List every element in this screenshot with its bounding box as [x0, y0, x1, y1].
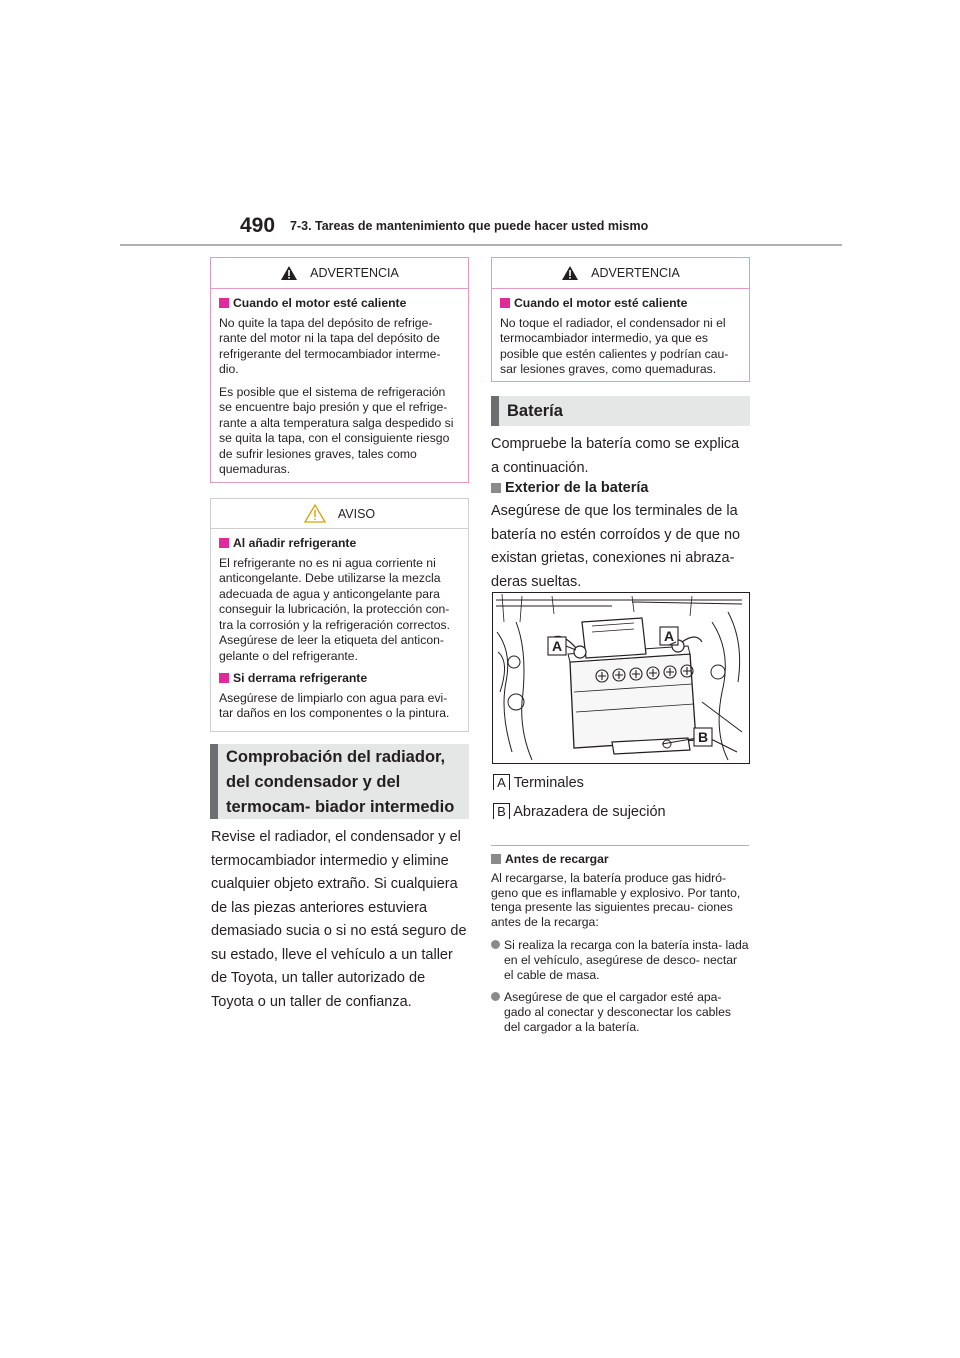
legend-item-a: A Terminales: [493, 772, 584, 796]
battery-body-text: Asegúrese de que los terminales de la batería no estén corroídos y de que no existan grietas, conexiones ni abraza- deras sueltas.: [491, 503, 741, 590]
battery-intro: Compruebe la batería como se explica a continuación.: [491, 436, 740, 476]
pink-square-icon: [500, 298, 510, 308]
warning-paragraph: Es posible que el sistema de refrigeración se encuentre bajo presión y que el refrige- rante a alta temperatura salga despedido si se quita la tapa, con el consiguiente riesgo de sufrir lesiones graves, tales como quemaduras.: [219, 384, 454, 476]
notice-box: [210, 498, 469, 732]
section-header-battery: Batería: [491, 396, 750, 426]
warning-triangle-icon: [561, 265, 579, 281]
figure-label-b: B: [697, 729, 709, 745]
bullet-dot-icon: [491, 992, 500, 1001]
warning-title: ADVERTENCIA: [591, 266, 680, 280]
header-divider: [120, 244, 842, 246]
pink-square-icon: [219, 538, 229, 548]
bullet-item: Si realiza la recarga con la batería insta- lada en el vehículo, asegúrese de desco- nectar el cable de masa.: [491, 938, 749, 982]
warning-subheading: Cuando el motor esté caliente: [219, 296, 458, 312]
warning-header: [211, 258, 468, 289]
page-number: 490: [240, 214, 276, 237]
pink-square-icon: [219, 673, 229, 683]
radiator-body-text: Revise el radiador, el condensador y el termocambiador intermedio y elimine cualquier objeto extraño. Si cualquiera de las piezas anteriores estuviera demasiado sucia o si no está seguro de su estado, lleve el vehículo a un taller de Toyota, un taller autorizado de Toyota o un taller de confianza.: [211, 829, 467, 1010]
warning-box-left: [210, 257, 469, 483]
figure-label-a: A: [551, 638, 563, 654]
warning-paragraph: No toque el radiador, el condensador ni el termocambiador intermedio, ya que es posible que estén calientes y podrían cau- sar lesiones graves, como quemaduras.: [500, 315, 729, 376]
grey-square-icon: [491, 483, 501, 493]
note-divider: [491, 845, 749, 846]
grey-square-icon: [491, 854, 501, 864]
legend-key-a: A: [493, 774, 510, 790]
legend-item-b: B Abrazadera de sujeción: [493, 801, 666, 825]
figure-label-a2: A: [663, 628, 675, 644]
legend-key-b: B: [493, 803, 510, 819]
notice-header: [211, 499, 468, 529]
recharge-note: [491, 850, 749, 1035]
warning-box-right: [491, 257, 750, 382]
notice-title: AVISO: [337, 506, 376, 521]
section-header-radiator: Comprobación del radiador, del condensador y del termocam- biador intermedio: [210, 744, 469, 819]
recharge-subheading: Antes de recargar: [491, 852, 749, 867]
warning-paragraph: No quite la tapa del depósito de refrige- rante del motor ni la tapa del depósito de refrigerante del termocambiador interme- dio.: [219, 315, 441, 376]
warning-header: [492, 258, 749, 289]
notice-subheading: Si derrama refrigerante: [219, 671, 458, 687]
battery-subheading: Exterior de la batería: [491, 480, 648, 496]
warning-triangle-icon: [280, 265, 298, 281]
notice-paragraph: Asegúrese de limpiarlo con agua para evi- tar daños en los componentes o la pintura.: [219, 690, 450, 720]
notice-paragraph: El refrigerante no es ni agua corriente ni anticongelante. Debe utilizarse la mezcla adecuada de agua y anticongelante para conseguir la lubricación, la protección con- tra la corrosión y la refrigeración correctos. Asegúrese de leer la etiqueta del anticon- gelante o del refrigerante.: [219, 555, 450, 663]
pink-square-icon: [219, 298, 229, 308]
bullet-dot-icon: [491, 940, 500, 949]
warning-subheading: Cuando el motor esté caliente: [500, 296, 739, 312]
notice-subheading: Al añadir refrigerante: [219, 536, 458, 552]
battery-illustration: [492, 592, 750, 764]
recharge-paragraph: Al recargarse, la batería produce gas hidró- geno que es inflamable y explosivo. Por tanto, tenga presente las siguientes precau- ciones antes de la recarga:: [491, 870, 741, 930]
warning-title: ADVERTENCIA: [310, 266, 399, 280]
chapter-header: 7-3. Tareas de mantenimiento que puede hacer usted mismo: [290, 219, 649, 233]
bullet-item: Asegúrese de que el cargador esté apa- gado al conectar y desconectar los cables del cargador a la batería.: [491, 990, 749, 1034]
caution-triangle-icon: [304, 504, 326, 523]
